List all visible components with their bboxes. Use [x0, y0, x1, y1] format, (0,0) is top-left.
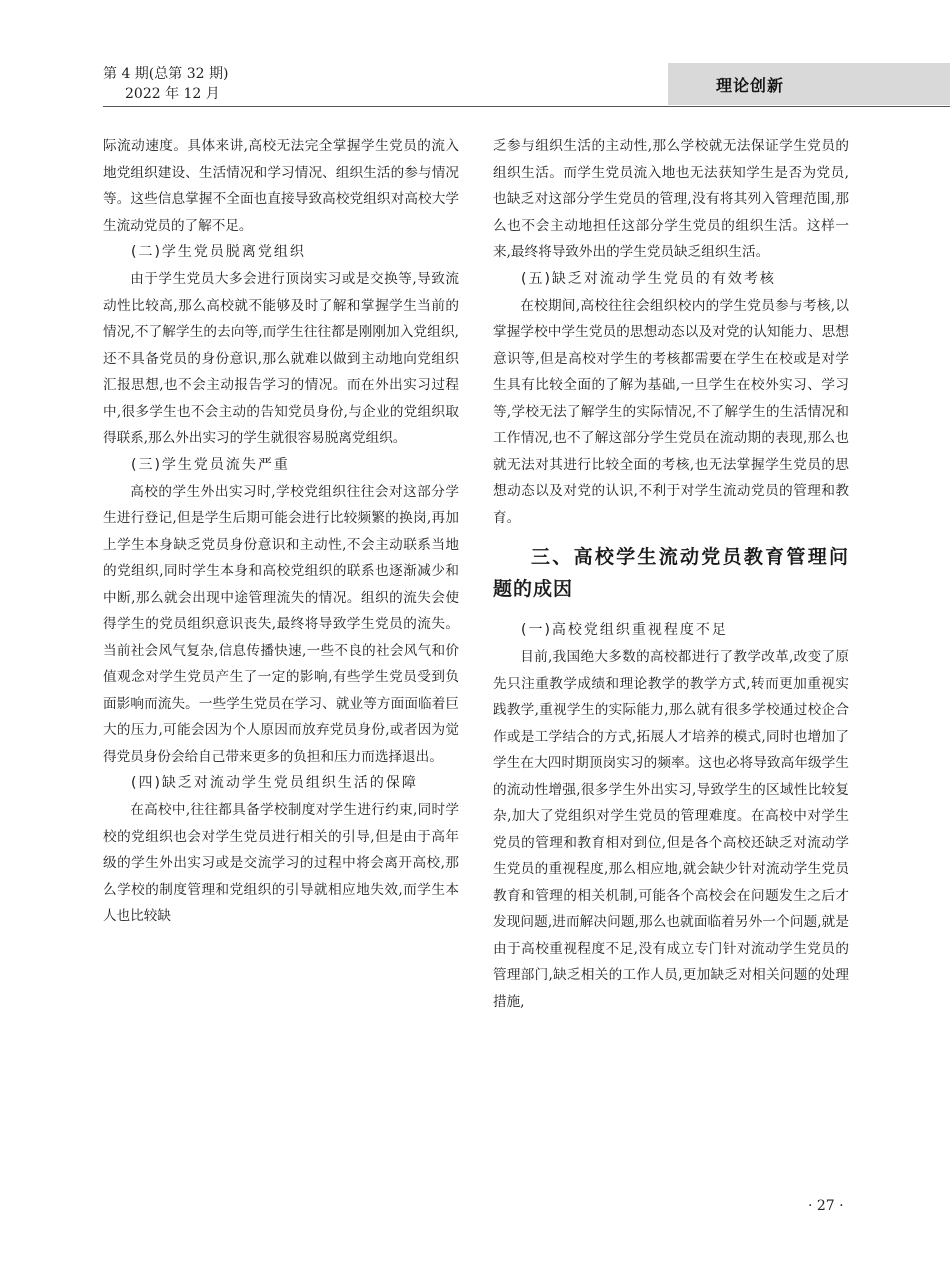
issue-number: 第 4 期(总第 32 期): [103, 66, 229, 82]
paragraph-continued: 际流动速度。具体来讲,高校无法完全掌握学生党员的流入地党组织建设、生活情况和学习情况、组织生活的参与情况等。这些信息掌握不全面也直接导致高校党组织对高校大学生流动党员的了解不足。: [103, 138, 459, 234]
subheading-5: (五)缺乏对流动学生党员的有效考核: [521, 270, 776, 287]
paragraph: 目前,我国绝大多数的高校都进行了教学改革,改变了原先只注重教学成绩和理论教学的教学方式,转而更加重视实践教学,重视学生的实际能力,那么就有很多学校通过校企合作或是工学结合的方式,拓展人才培养的模式,同时也增加了学生在大四时期顶岗实习的频率。这也必将导致高年级学生的流动性增强,很多学生外出实习,导致学生的区域性比较复杂,加大了党组织对学生党员的管理难度。在高校中对学生党员的管理和教育相对到位,但是各个高校还缺乏对流动学生党员的重视程度,那么相应地,就会缺少针对流动学生党员教育和管理的相关机制,可能各个高校会在问题发生之后才发现问题,进而解决问题,那么也就面临着另外一个问题,就是由于高校重视程度不足,没有成立专门针对流动学生党员的管理部门,缺乏相关的工作人员,更加缺乏对相关问题的处理措施,: [493, 649, 849, 1010]
issue-info: [103, 64, 228, 104]
paragraph: 由于学生党员大多会进行顶岗实习或是交换等,导致流动性比较高,那么高校就不能够及时了解和掌握学生当前的情况,不了解学生的去向等,而学生往往都是刚刚加入党组织,还不具备党员的身份意识,那么就难以做到主动地向党组织汇报思想,也不会主动报告学习的情况。而在外出实习过程中,很多学生也不会主动的告知党员身份,与企业的党组织取得联系,那么外出实习的学生就很容易脱离党组织。: [103, 271, 459, 446]
paragraph: 在校期间,高校往往会组织校内的学生党员参与考核,以掌握学校中学生党员的思想动态以及对党的认知能力、思想意识等,但是高校对学生的考核都需要在学生在校或是对学生具有比较全面的了解为基础,一旦学生在校外实习、学习等,学校无法了解学生的实际情况,不了解学生的生活情况和工作情况,也不了解这部分学生党员在流动期的表现,那么也就无法对其进行比较全面的考核,也无法掌握学生党员的思想动态以及对党的认识,不利于对学生流动党员的管理和教育。: [493, 297, 849, 526]
page-number: · 27 ·: [808, 1198, 844, 1214]
section-title: 理论创新: [716, 75, 785, 95]
subheading-3: (三)学生党员流失严重: [131, 456, 290, 473]
paragraph: 高校的学生外出实习时,学校党组织往往会对这部分学生进行登记,但是学生后期可能会进行比较频繁的换岗,再加上学生本身缺乏党员身份意识和主动性,不会主动联系当地的党组织,同时学生本身和高校党组织的联系也逐渐减少和中断,那么就会出现中途管理流失的情况。组织的流失会使得学生的党员组织意识丧失,最终将导致学生党员的流失。当前社会风气复杂,信息传播快速,一些不良的社会风气和价值观念对学生党员产生了一定的影响,有些学生党员受到负面影响而流失。一些学生党员在学习、就业等方面面临着巨大的压力,可能会因为个人原因而放弃党员身份,或者因为觉得党员身份会给自己带来更多的负担和压力而选择退出。: [103, 483, 459, 765]
subheading-2: (二)学生党员脱离党组织: [131, 244, 306, 260]
paragraph-continued: 乏参与组织生活的主动性,那么学校就无法保证学生党员的组织生活。而学生党员流入地也无法获知学生是否为党员,也缺乏对这部分学生党员的管理,没有将其列入管理范围,那么也不会主动地担任这部分学生党员的组织生活。这样一来,最终将导致外出的学生党员缺乏组织生活。: [493, 138, 849, 260]
paragraph: 在高校中,往往都具备学校制度对学生进行约束,同时学校的党组织也会对学生党员进行相关的引导,但是由于高年级的学生外出实习或是交流学习的过程中将会离开高校,那么学校的制度管理和党组织的引导就相应地失效,而学生本人也比较缺: [103, 802, 459, 924]
header-divider: [103, 106, 950, 107]
right-column: [493, 133, 849, 1015]
issue-date: 2022 年 12 月: [125, 86, 220, 102]
section-heading: 三、高校学生流动党员教育管理问题的成因: [493, 546, 849, 600]
subheading-1: (一)高校党组织重视程度不足: [521, 622, 728, 638]
left-column: [103, 133, 459, 930]
section-banner: [668, 63, 950, 105]
subheading-4: (四)缺乏对流动学生党员组织生活的保障: [131, 775, 418, 791]
